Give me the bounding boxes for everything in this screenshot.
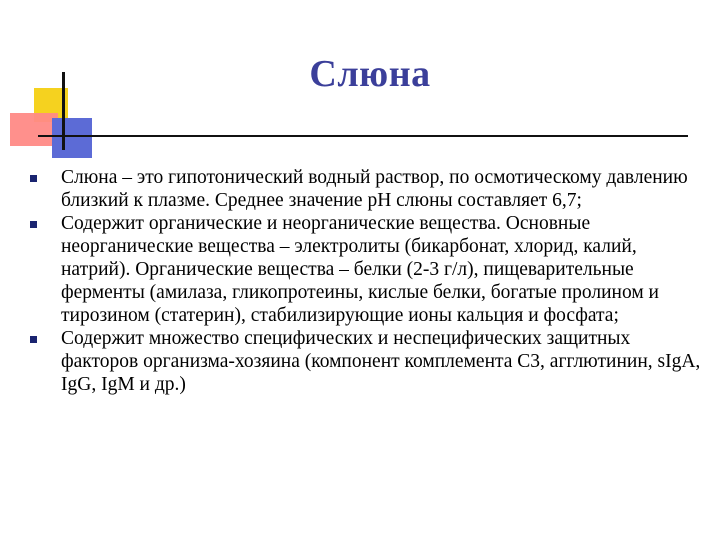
bullet-item bbox=[30, 212, 702, 327]
square-bullet-icon bbox=[30, 175, 37, 182]
bullet-item bbox=[30, 166, 702, 212]
vertical-rule bbox=[62, 72, 65, 150]
bullet-text: Слюна – это гипотонический водный раствор, по осмотическому давлению близкий к плазме. Среднее значение pH слюны составляет 6,7; bbox=[61, 167, 688, 211]
slide-title: Слюна bbox=[309, 53, 431, 95]
square-bullet-icon bbox=[30, 336, 37, 343]
bullet-item bbox=[30, 327, 702, 396]
horizontal-rule bbox=[38, 135, 688, 137]
blue-square-decoration bbox=[52, 118, 92, 158]
red-square-decoration bbox=[10, 113, 58, 146]
bullet-list bbox=[30, 166, 702, 396]
bullet-text: Содержит органические и неорганические вещества. Основные неорганические вещества – электролиты (бикарбонат, хлорид, калий, натрий). Органические вещества – белки (2-3 г/л), пищеварительные ферменты (амилаза, гликопротеины, кислые белки, богатые пролином и тирозином (статерин), стабилизирующие ионы кальция и фосфата; bbox=[61, 213, 659, 326]
square-bullet-icon bbox=[30, 221, 37, 228]
bullet-text: Содержит множество специфических и неспецифических защитных факторов организма-хозяина (компонент комплемента С3, агглютинин, sIgA, IgG, IgM и др.) bbox=[61, 328, 701, 395]
